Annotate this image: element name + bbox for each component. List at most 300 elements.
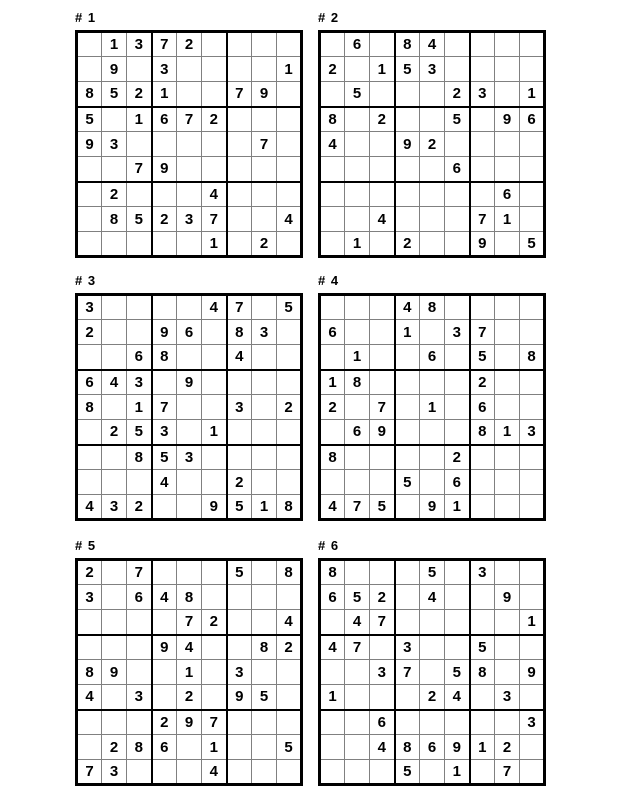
cell-r7c2[interactable]	[345, 182, 370, 207]
cell-r6c8[interactable]	[252, 420, 277, 445]
cell-r3c6[interactable]	[445, 610, 470, 635]
cell-r8c1[interactable]	[77, 470, 102, 495]
cell-r4c5[interactable]: 4	[177, 635, 202, 660]
cell-r4c5[interactable]	[420, 107, 445, 132]
cell-r3c8[interactable]: 9	[252, 82, 277, 107]
cell-r7c2[interactable]: 2	[102, 182, 127, 207]
cell-r4c9[interactable]	[277, 370, 302, 395]
cell-r5c5[interactable]: 1	[177, 660, 202, 685]
cell-r8c7[interactable]	[227, 735, 252, 760]
cell-r7c8[interactable]	[252, 182, 277, 207]
cell-r5c6[interactable]	[202, 395, 227, 420]
cell-r6c5[interactable]: 2	[177, 685, 202, 710]
cell-r7c4[interactable]	[395, 710, 420, 735]
cell-r9c8[interactable]: 2	[252, 232, 277, 257]
cell-r6c8[interactable]	[252, 157, 277, 182]
cell-r1c2[interactable]: 1	[102, 32, 127, 57]
cell-r3c2[interactable]: 5	[102, 82, 127, 107]
cell-r2c8[interactable]	[495, 320, 520, 345]
cell-r8c5[interactable]	[177, 735, 202, 760]
cell-r4c3[interactable]: 2	[370, 107, 395, 132]
cell-r2c5[interactable]: 3	[420, 57, 445, 82]
cell-r9c3[interactable]	[370, 760, 395, 785]
cell-r3c7[interactable]: 3	[470, 82, 495, 107]
cell-r5c2[interactable]: 9	[102, 660, 127, 685]
cell-r6c6[interactable]	[202, 685, 227, 710]
cell-r2c7[interactable]: 7	[470, 320, 495, 345]
cell-r5c9[interactable]	[520, 132, 545, 157]
cell-r9c6[interactable]: 1	[445, 495, 470, 520]
cell-r1c1[interactable]: 8	[320, 560, 345, 585]
cell-r8c4[interactable]	[395, 207, 420, 232]
cell-r4c7[interactable]	[227, 107, 252, 132]
cell-r7c3[interactable]	[127, 182, 152, 207]
cell-r5c2[interactable]	[102, 395, 127, 420]
cell-r1c3[interactable]: 7	[127, 560, 152, 585]
cell-r1c9[interactable]	[520, 32, 545, 57]
cell-r4c8[interactable]: 8	[252, 635, 277, 660]
cell-r4c1[interactable]: 4	[320, 635, 345, 660]
cell-r6c5[interactable]	[177, 420, 202, 445]
cell-r6c4[interactable]: 3	[152, 420, 177, 445]
cell-r2c3[interactable]: 6	[127, 585, 152, 610]
cell-r9c6[interactable]: 1	[445, 760, 470, 785]
cell-r7c4[interactable]: 2	[152, 710, 177, 735]
cell-r8c2[interactable]: 8	[102, 207, 127, 232]
cell-r4c1[interactable]	[77, 635, 102, 660]
cell-r9c9[interactable]	[520, 495, 545, 520]
cell-r6c2[interactable]	[102, 685, 127, 710]
cell-r3c1[interactable]	[77, 345, 102, 370]
cell-r4c6[interactable]	[445, 370, 470, 395]
cell-r1c8[interactable]	[252, 560, 277, 585]
cell-r4c7[interactable]	[227, 370, 252, 395]
cell-r6c5[interactable]	[420, 420, 445, 445]
cell-r4c4[interactable]	[395, 370, 420, 395]
cell-r5c1[interactable]: 2	[320, 395, 345, 420]
cell-r9c4[interactable]	[152, 760, 177, 785]
cell-r2c7[interactable]: 8	[227, 320, 252, 345]
cell-r7c3[interactable]: 6	[370, 710, 395, 735]
cell-r9c5[interactable]	[177, 760, 202, 785]
cell-r9c9[interactable]: 8	[277, 495, 302, 520]
cell-r7c3[interactable]	[370, 445, 395, 470]
cell-r1c5[interactable]: 4	[420, 32, 445, 57]
cell-r7c4[interactable]	[395, 182, 420, 207]
cell-r9c3[interactable]: 5	[370, 495, 395, 520]
cell-r6c2[interactable]	[102, 157, 127, 182]
cell-r6c9[interactable]	[277, 420, 302, 445]
cell-r6c1[interactable]	[77, 420, 102, 445]
cell-r1c7[interactable]	[470, 32, 495, 57]
cell-r3c4[interactable]	[395, 610, 420, 635]
cell-r6c9[interactable]	[277, 685, 302, 710]
cell-r6c3[interactable]: 3	[127, 685, 152, 710]
cell-r1c1[interactable]: 2	[77, 560, 102, 585]
cell-r9c6[interactable]	[445, 232, 470, 257]
cell-r3c2[interactable]	[102, 610, 127, 635]
cell-r5c6[interactable]	[445, 132, 470, 157]
cell-r9c4[interactable]	[152, 495, 177, 520]
cell-r7c5[interactable]	[420, 710, 445, 735]
cell-r9c6[interactable]: 4	[202, 760, 227, 785]
cell-r3c1[interactable]: 8	[77, 82, 102, 107]
cell-r1c2[interactable]	[345, 560, 370, 585]
cell-r8c7[interactable]: 1	[470, 735, 495, 760]
cell-r3c6[interactable]	[202, 345, 227, 370]
cell-r4c1[interactable]: 5	[77, 107, 102, 132]
cell-r4c1[interactable]: 8	[320, 107, 345, 132]
cell-r8c1[interactable]	[77, 735, 102, 760]
cell-r3c7[interactable]	[227, 610, 252, 635]
cell-r5c7[interactable]	[227, 132, 252, 157]
cell-r4c7[interactable]	[470, 107, 495, 132]
cell-r8c5[interactable]	[177, 470, 202, 495]
cell-r2c7[interactable]	[470, 585, 495, 610]
cell-r9c2[interactable]	[345, 760, 370, 785]
cell-r3c1[interactable]	[320, 610, 345, 635]
cell-r5c7[interactable]: 3	[227, 395, 252, 420]
cell-r5c5[interactable]: 1	[420, 395, 445, 420]
cell-r2c6[interactable]	[202, 585, 227, 610]
cell-r1c5[interactable]	[177, 560, 202, 585]
cell-r8c3[interactable]: 8	[127, 735, 152, 760]
cell-r3c4[interactable]: 1	[152, 82, 177, 107]
cell-r3c9[interactable]: 4	[277, 610, 302, 635]
cell-r9c2[interactable]: 1	[345, 232, 370, 257]
cell-r1c9[interactable]	[277, 32, 302, 57]
cell-r9c7[interactable]	[227, 232, 252, 257]
cell-r9c4[interactable]: 2	[395, 232, 420, 257]
cell-r5c6[interactable]	[202, 132, 227, 157]
cell-r8c3[interactable]	[370, 470, 395, 495]
cell-r8c8[interactable]: 1	[495, 207, 520, 232]
cell-r7c7[interactable]	[227, 710, 252, 735]
cell-r5c1[interactable]: 9	[77, 132, 102, 157]
cell-r4c2[interactable]: 4	[102, 370, 127, 395]
cell-r4c4[interactable]	[395, 107, 420, 132]
cell-r9c2[interactable]: 3	[102, 760, 127, 785]
cell-r9c8[interactable]: 1	[252, 495, 277, 520]
cell-r5c2[interactable]	[345, 132, 370, 157]
cell-r7c1[interactable]	[320, 182, 345, 207]
cell-r1c4[interactable]	[152, 560, 177, 585]
cell-r1c1[interactable]	[77, 32, 102, 57]
cell-r9c2[interactable]: 3	[102, 495, 127, 520]
cell-r9c5[interactable]	[420, 760, 445, 785]
cell-r8c9[interactable]	[520, 735, 545, 760]
cell-r6c3[interactable]: 7	[127, 157, 152, 182]
cell-r9c9[interactable]	[520, 760, 545, 785]
cell-r6c9[interactable]	[520, 685, 545, 710]
cell-r1c6[interactable]: 4	[202, 295, 227, 320]
cell-r2c5[interactable]: 8	[177, 585, 202, 610]
cell-r5c9[interactable]: 9	[520, 660, 545, 685]
cell-r6c9[interactable]: 3	[520, 420, 545, 445]
cell-r9c4[interactable]	[395, 495, 420, 520]
cell-r7c2[interactable]	[102, 710, 127, 735]
cell-r2c8[interactable]	[252, 57, 277, 82]
cell-r8c3[interactable]: 5	[127, 207, 152, 232]
cell-r8c8[interactable]	[495, 470, 520, 495]
cell-r4c5[interactable]: 7	[177, 107, 202, 132]
cell-r1c5[interactable]: 2	[177, 32, 202, 57]
cell-r2c7[interactable]	[227, 57, 252, 82]
cell-r9c8[interactable]	[495, 232, 520, 257]
cell-r8c6[interactable]	[202, 470, 227, 495]
cell-r8c2[interactable]: 2	[102, 735, 127, 760]
cell-r5c4[interactable]	[395, 395, 420, 420]
cell-r8c3[interactable]: 4	[370, 207, 395, 232]
cell-r4c9[interactable]	[277, 107, 302, 132]
cell-r6c8[interactable]: 5	[252, 685, 277, 710]
cell-r5c5[interactable]	[177, 395, 202, 420]
cell-r9c8[interactable]	[252, 760, 277, 785]
cell-r5c7[interactable]	[470, 132, 495, 157]
cell-r5c7[interactable]: 8	[470, 660, 495, 685]
cell-r7c4[interactable]: 5	[152, 445, 177, 470]
cell-r2c1[interactable]: 2	[77, 320, 102, 345]
cell-r9c1[interactable]	[77, 232, 102, 257]
cell-r1c3[interactable]	[370, 32, 395, 57]
cell-r2c1[interactable]: 2	[320, 57, 345, 82]
cell-r5c1[interactable]: 4	[320, 132, 345, 157]
cell-r2c3[interactable]	[127, 57, 152, 82]
cell-r7c1[interactable]: 8	[320, 445, 345, 470]
cell-r7c7[interactable]	[470, 445, 495, 470]
cell-r4c9[interactable]	[520, 635, 545, 660]
cell-r7c6[interactable]: 4	[202, 182, 227, 207]
cell-r3c1[interactable]	[320, 82, 345, 107]
cell-r4c8[interactable]	[252, 107, 277, 132]
cell-r7c8[interactable]	[252, 710, 277, 735]
cell-r8c9[interactable]	[277, 470, 302, 495]
cell-r6c7[interactable]	[470, 685, 495, 710]
cell-r7c7[interactable]	[470, 182, 495, 207]
cell-r2c9[interactable]	[277, 320, 302, 345]
cell-r3c4[interactable]	[395, 82, 420, 107]
cell-r5c8[interactable]	[495, 660, 520, 685]
cell-r2c1[interactable]	[77, 57, 102, 82]
cell-r1c5[interactable]: 8	[420, 295, 445, 320]
cell-r1c4[interactable]	[152, 295, 177, 320]
cell-r6c4[interactable]	[395, 420, 420, 445]
cell-r3c8[interactable]	[252, 345, 277, 370]
cell-r9c3[interactable]: 2	[127, 495, 152, 520]
cell-r6c4[interactable]	[152, 685, 177, 710]
cell-r3c3[interactable]: 7	[370, 610, 395, 635]
cell-r4c3[interactable]: 1	[127, 107, 152, 132]
cell-r2c9[interactable]	[520, 585, 545, 610]
cell-r5c9[interactable]	[277, 132, 302, 157]
cell-r8c3[interactable]: 4	[370, 735, 395, 760]
cell-r3c2[interactable]: 5	[345, 82, 370, 107]
cell-r5c2[interactable]	[345, 395, 370, 420]
cell-r1c4[interactable]	[395, 560, 420, 585]
cell-r4c5[interactable]: 9	[177, 370, 202, 395]
cell-r3c9[interactable]: 1	[520, 610, 545, 635]
cell-r3c7[interactable]: 4	[227, 345, 252, 370]
cell-r4c3[interactable]	[370, 635, 395, 660]
cell-r5c5[interactable]	[420, 660, 445, 685]
cell-r7c8[interactable]: 6	[495, 182, 520, 207]
cell-r7c2[interactable]	[345, 710, 370, 735]
cell-r1c2[interactable]	[102, 560, 127, 585]
cell-r2c8[interactable]	[252, 585, 277, 610]
cell-r7c5[interactable]: 3	[177, 445, 202, 470]
cell-r4c1[interactable]: 1	[320, 370, 345, 395]
cell-r2c2[interactable]: 9	[102, 57, 127, 82]
cell-r9c7[interactable]: 9	[470, 232, 495, 257]
cell-r8c1[interactable]	[320, 207, 345, 232]
cell-r6c9[interactable]	[520, 157, 545, 182]
cell-r1c6[interactable]	[445, 295, 470, 320]
cell-r4c4[interactable]: 6	[152, 107, 177, 132]
cell-r7c9[interactable]: 3	[520, 710, 545, 735]
cell-r2c1[interactable]: 3	[77, 585, 102, 610]
cell-r5c8[interactable]	[495, 132, 520, 157]
cell-r6c6[interactable]: 1	[202, 420, 227, 445]
cell-r6c8[interactable]: 1	[495, 420, 520, 445]
cell-r2c5[interactable]: 6	[177, 320, 202, 345]
cell-r5c4[interactable]: 9	[395, 132, 420, 157]
cell-r8c4[interactable]: 8	[395, 735, 420, 760]
cell-r1c8[interactable]	[252, 295, 277, 320]
cell-r9c7[interactable]	[470, 760, 495, 785]
cell-r8c6[interactable]	[445, 207, 470, 232]
cell-r9c1[interactable]: 4	[77, 495, 102, 520]
cell-r6c2[interactable]	[345, 685, 370, 710]
cell-r7c3[interactable]	[370, 182, 395, 207]
cell-r1c5[interactable]	[177, 295, 202, 320]
cell-r6c7[interactable]	[470, 157, 495, 182]
cell-r4c7[interactable]: 5	[470, 635, 495, 660]
cell-r8c6[interactable]: 6	[445, 470, 470, 495]
cell-r7c2[interactable]	[102, 445, 127, 470]
cell-r4c9[interactable]	[520, 370, 545, 395]
cell-r8c4[interactable]: 6	[152, 735, 177, 760]
cell-r7c4[interactable]	[152, 182, 177, 207]
cell-r3c6[interactable]	[445, 345, 470, 370]
cell-r5c3[interactable]	[127, 660, 152, 685]
cell-r1c4[interactable]: 7	[152, 32, 177, 57]
cell-r3c5[interactable]	[420, 82, 445, 107]
cell-r1c9[interactable]: 5	[277, 295, 302, 320]
cell-r4c2[interactable]: 8	[345, 370, 370, 395]
cell-r6c4[interactable]: 9	[152, 157, 177, 182]
cell-r8c4[interactable]: 2	[152, 207, 177, 232]
cell-r9c5[interactable]	[177, 495, 202, 520]
cell-r6c6[interactable]	[202, 157, 227, 182]
cell-r3c7[interactable]	[470, 610, 495, 635]
cell-r3c7[interactable]: 7	[227, 82, 252, 107]
cell-r3c8[interactable]	[495, 82, 520, 107]
cell-r6c6[interactable]: 6	[445, 157, 470, 182]
cell-r3c1[interactable]	[77, 610, 102, 635]
cell-r3c6[interactable]: 2	[445, 82, 470, 107]
cell-r9c6[interactable]: 1	[202, 232, 227, 257]
cell-r8c5[interactable]: 3	[177, 207, 202, 232]
cell-r5c8[interactable]: 7	[252, 132, 277, 157]
cell-r1c9[interactable]	[520, 560, 545, 585]
cell-r7c6[interactable]	[445, 182, 470, 207]
cell-r6c5[interactable]	[177, 157, 202, 182]
cell-r3c7[interactable]: 5	[470, 345, 495, 370]
cell-r8c5[interactable]: 6	[420, 735, 445, 760]
cell-r8c5[interactable]	[420, 207, 445, 232]
cell-r1c3[interactable]: 3	[127, 32, 152, 57]
cell-r2c1[interactable]: 6	[320, 320, 345, 345]
cell-r6c5[interactable]: 2	[420, 685, 445, 710]
cell-r9c6[interactable]: 9	[202, 495, 227, 520]
cell-r5c8[interactable]	[495, 395, 520, 420]
cell-r8c9[interactable]: 4	[277, 207, 302, 232]
cell-r8c6[interactable]: 7	[202, 207, 227, 232]
cell-r4c4[interactable]	[152, 370, 177, 395]
cell-r9c1[interactable]: 4	[320, 495, 345, 520]
cell-r1c2[interactable]: 6	[345, 32, 370, 57]
cell-r4c8[interactable]	[495, 635, 520, 660]
cell-r1c8[interactable]	[495, 295, 520, 320]
cell-r1c1[interactable]: 3	[77, 295, 102, 320]
cell-r8c6[interactable]: 1	[202, 735, 227, 760]
cell-r4c4[interactable]: 3	[395, 635, 420, 660]
cell-r9c9[interactable]	[277, 760, 302, 785]
cell-r7c1[interactable]	[77, 445, 102, 470]
cell-r5c6[interactable]: 5	[445, 660, 470, 685]
cell-r3c3[interactable]: 2	[127, 82, 152, 107]
cell-r7c3[interactable]: 8	[127, 445, 152, 470]
cell-r5c5[interactable]	[177, 132, 202, 157]
cell-r2c6[interactable]	[445, 57, 470, 82]
cell-r1c8[interactable]	[495, 32, 520, 57]
cell-r1c2[interactable]	[345, 295, 370, 320]
cell-r7c9[interactable]	[520, 182, 545, 207]
cell-r1c3[interactable]	[127, 295, 152, 320]
cell-r7c7[interactable]	[470, 710, 495, 735]
cell-r6c1[interactable]: 4	[77, 685, 102, 710]
cell-r1c3[interactable]	[370, 295, 395, 320]
cell-r2c4[interactable]	[395, 585, 420, 610]
cell-r1c8[interactable]	[252, 32, 277, 57]
cell-r4c8[interactable]: 9	[495, 107, 520, 132]
cell-r1c2[interactable]	[102, 295, 127, 320]
cell-r3c8[interactable]	[495, 345, 520, 370]
cell-r6c1[interactable]	[77, 157, 102, 182]
cell-r5c4[interactable]	[152, 660, 177, 685]
cell-r2c6[interactable]: 3	[445, 320, 470, 345]
cell-r4c3[interactable]	[127, 635, 152, 660]
cell-r1c7[interactable]: 3	[470, 560, 495, 585]
cell-r3c3[interactable]	[127, 610, 152, 635]
cell-r2c6[interactable]	[202, 57, 227, 82]
cell-r9c9[interactable]	[277, 232, 302, 257]
cell-r5c1[interactable]	[320, 660, 345, 685]
cell-r7c1[interactable]	[77, 710, 102, 735]
cell-r3c5[interactable]	[177, 345, 202, 370]
cell-r1c9[interactable]	[520, 295, 545, 320]
cell-r7c6[interactable]: 7	[202, 710, 227, 735]
cell-r8c7[interactable]: 2	[227, 470, 252, 495]
cell-r2c6[interactable]	[202, 320, 227, 345]
cell-r7c9[interactable]	[520, 445, 545, 470]
cell-r7c5[interactable]: 9	[177, 710, 202, 735]
cell-r2c8[interactable]: 3	[252, 320, 277, 345]
cell-r4c8[interactable]	[252, 370, 277, 395]
cell-r3c2[interactable]: 1	[345, 345, 370, 370]
cell-r2c4[interactable]: 3	[152, 57, 177, 82]
cell-r8c2[interactable]	[102, 470, 127, 495]
